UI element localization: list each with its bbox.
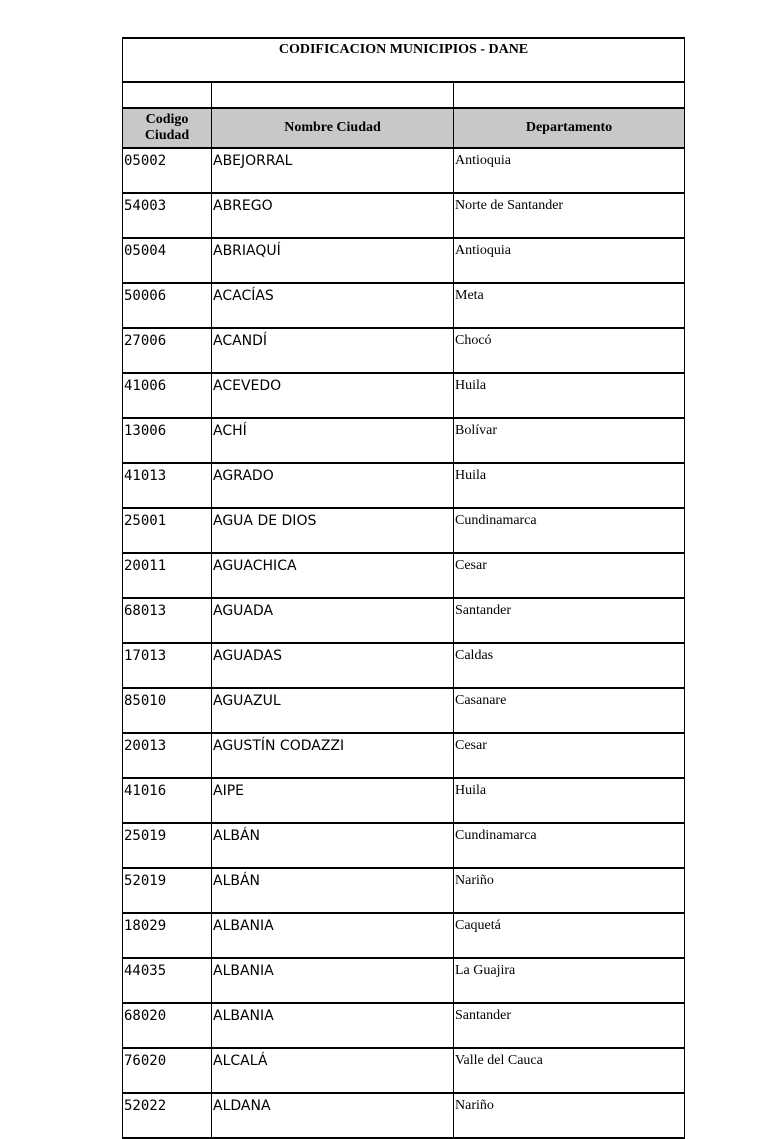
column-header-row <box>123 108 685 148</box>
table-row <box>123 1003 685 1048</box>
department-cell: Nariño <box>454 1093 685 1138</box>
name-cell: AGUSTÍN CODAZZI <box>212 733 454 778</box>
code-cell: 85010 <box>123 688 212 733</box>
blank-cell <box>212 82 454 108</box>
code-cell: 13006 <box>123 418 212 463</box>
table-row <box>123 373 685 418</box>
department-cell: Antioquia <box>454 148 685 193</box>
department-cell: Bolívar <box>454 418 685 463</box>
name-cell: ABRIAQUÍ <box>212 238 454 283</box>
blank-row <box>123 82 685 108</box>
blank-cell <box>454 82 685 108</box>
department-cell: Nariño <box>454 868 685 913</box>
table-row <box>123 1048 685 1093</box>
table-row <box>123 418 685 463</box>
municipios-sheet <box>122 37 684 1139</box>
code-cell: 41006 <box>123 373 212 418</box>
name-cell: ALDANA <box>212 1093 454 1138</box>
name-cell: ACEVEDO <box>212 373 454 418</box>
code-cell: 68020 <box>123 1003 212 1048</box>
table-row <box>123 1093 685 1138</box>
table-row <box>123 283 685 328</box>
department-cell: Huila <box>454 778 685 823</box>
table-row <box>123 643 685 688</box>
header-departamento: Departamento <box>454 108 685 148</box>
name-cell: ALCALÁ <box>212 1048 454 1093</box>
department-cell: Valle del Cauca <box>454 1048 685 1093</box>
table-row <box>123 463 685 508</box>
name-cell: ACHÍ <box>212 418 454 463</box>
name-cell: ALBANIA <box>212 958 454 1003</box>
table-row <box>123 508 685 553</box>
department-cell: Huila <box>454 373 685 418</box>
department-cell: La Guajira <box>454 958 685 1003</box>
name-cell: ALBANIA <box>212 1003 454 1048</box>
table-row <box>123 958 685 1003</box>
department-cell: Norte de Santander <box>454 193 685 238</box>
name-cell: AGUADA <box>212 598 454 643</box>
name-cell: ACACÍAS <box>212 283 454 328</box>
table-row <box>123 193 685 238</box>
table-row <box>123 328 685 373</box>
code-cell: 20013 <box>123 733 212 778</box>
table-body <box>123 148 685 1138</box>
table-row <box>123 868 685 913</box>
department-cell: Cesar <box>454 553 685 598</box>
table-row <box>123 688 685 733</box>
name-cell: ABEJORRAL <box>212 148 454 193</box>
code-cell: 25001 <box>123 508 212 553</box>
department-cell: Caquetá <box>454 913 685 958</box>
code-cell: 05004 <box>123 238 212 283</box>
department-cell: Meta <box>454 283 685 328</box>
code-cell: 18029 <box>123 913 212 958</box>
name-cell: ALBÁN <box>212 868 454 913</box>
department-cell: Santander <box>454 598 685 643</box>
name-cell: AIPE <box>212 778 454 823</box>
code-cell: 20011 <box>123 553 212 598</box>
name-cell: AGUA DE DIOS <box>212 508 454 553</box>
sheet-title: CODIFICACION MUNICIPIOS - DANE <box>123 38 685 82</box>
department-cell: Casanare <box>454 688 685 733</box>
name-cell: AGUADAS <box>212 643 454 688</box>
name-cell: AGRADO <box>212 463 454 508</box>
code-cell: 44035 <box>123 958 212 1003</box>
code-cell: 52022 <box>123 1093 212 1138</box>
code-cell: 50006 <box>123 283 212 328</box>
name-cell: AGUAZUL <box>212 688 454 733</box>
table-row <box>123 148 685 193</box>
table-row <box>123 733 685 778</box>
name-cell: AGUACHICA <box>212 553 454 598</box>
department-cell: Cundinamarca <box>454 823 685 868</box>
department-cell: Cundinamarca <box>454 508 685 553</box>
department-cell: Cesar <box>454 733 685 778</box>
table-row <box>123 598 685 643</box>
department-cell: Caldas <box>454 643 685 688</box>
name-cell: ABREGO <box>212 193 454 238</box>
name-cell: ALBÁN <box>212 823 454 868</box>
code-cell: 41016 <box>123 778 212 823</box>
department-cell: Antioquia <box>454 238 685 283</box>
code-cell: 27006 <box>123 328 212 373</box>
name-cell: ALBANIA <box>212 913 454 958</box>
code-cell: 52019 <box>123 868 212 913</box>
department-cell: Chocó <box>454 328 685 373</box>
code-cell: 17013 <box>123 643 212 688</box>
title-row <box>123 38 685 82</box>
table-row <box>123 553 685 598</box>
municipios-table <box>122 37 685 1139</box>
department-cell: Huila <box>454 463 685 508</box>
name-cell: ACANDÍ <box>212 328 454 373</box>
code-cell: 41013 <box>123 463 212 508</box>
code-cell: 68013 <box>123 598 212 643</box>
code-cell: 54003 <box>123 193 212 238</box>
department-cell: Santander <box>454 1003 685 1048</box>
code-cell: 76020 <box>123 1048 212 1093</box>
code-cell: 25019 <box>123 823 212 868</box>
header-nombre-ciudad: Nombre Ciudad <box>212 108 454 148</box>
blank-cell <box>123 82 212 108</box>
table-row <box>123 778 685 823</box>
header-codigo-ciudad: Codigo Ciudad <box>123 108 212 148</box>
table-row <box>123 913 685 958</box>
table-row <box>123 238 685 283</box>
code-cell: 05002 <box>123 148 212 193</box>
table-row <box>123 823 685 868</box>
